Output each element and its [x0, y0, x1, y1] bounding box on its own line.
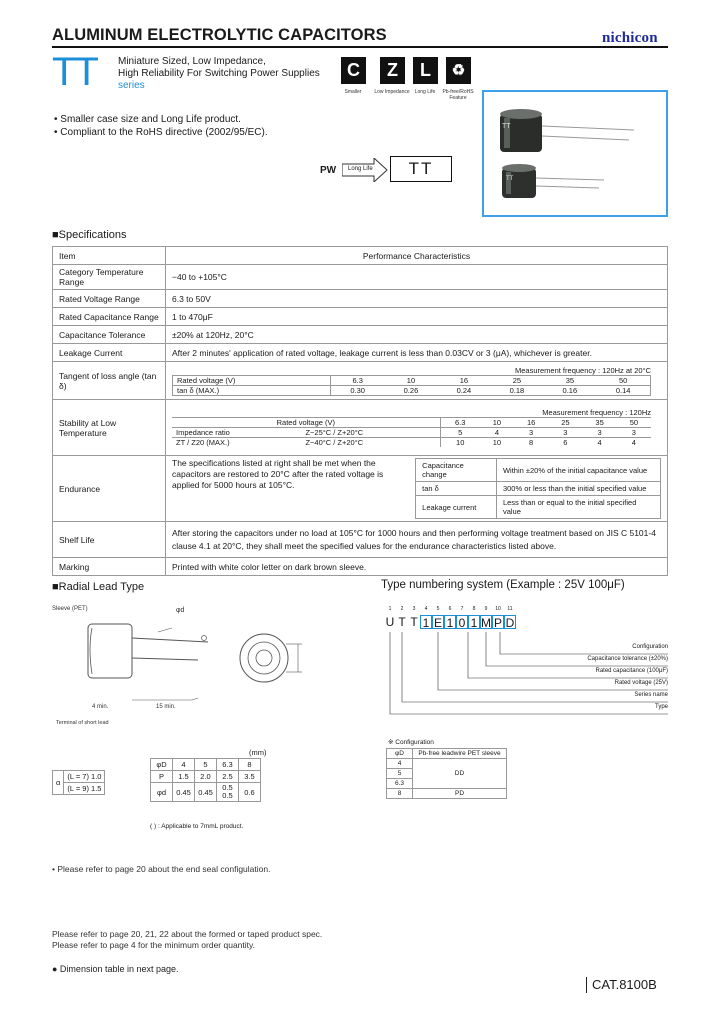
endurance-text: The specifications listed at right shall be met when the capacitors are restored to 20°C after the rated voltage is applied for 5000 hours at 105°C. — [172, 458, 384, 490]
stability-row2-a: ZT / Z20 (MAX.) — [176, 438, 230, 447]
tangent-v6: 50 — [596, 375, 650, 385]
tangent-v2: 10 — [384, 375, 437, 385]
feature-bullet-1: • Smaller case size and Long Life product. — [54, 114, 241, 125]
tn-char-9: M — [481, 616, 491, 630]
tn-num-9: 9 — [484, 606, 488, 612]
spec-item-leakage: Leakage Current — [53, 344, 166, 362]
tn-num-7: 7 — [460, 606, 464, 612]
stability-v4: 25 — [548, 418, 582, 428]
lineage-arrow-label: Long Life — [348, 166, 373, 172]
capacitor-photo — [484, 92, 666, 215]
stability-note: Measurement frequency : 120Hz — [542, 408, 651, 417]
config-r4-d: 8 — [387, 789, 413, 799]
dim-d3: 0.5 — [222, 791, 233, 800]
tangent-t1: 0.30 — [330, 385, 384, 395]
endurance-k2: tan δ — [416, 482, 497, 496]
stability-v5: 35 — [582, 418, 616, 428]
alpha-symbol: α — [53, 771, 64, 795]
tangent-t5: 0.16 — [543, 385, 596, 395]
tn-label-capacitance: Rated capacitance (100μF) — [595, 668, 668, 674]
dim-h0: φD — [151, 759, 173, 771]
tn-char-1: U — [385, 615, 395, 629]
lead-length2-label: 4 min. — [92, 704, 109, 710]
tn-num-8: 8 — [472, 606, 476, 612]
dim-d2: 0.45 — [195, 783, 217, 802]
spec-heading: ■Specifications — [52, 229, 127, 241]
dim-p3: 2.5 — [217, 771, 239, 783]
dim-p0: P — [151, 771, 173, 783]
spec-item-endurance: Endurance — [53, 456, 166, 522]
stability-header-label: Rated voltage (V) — [172, 418, 440, 428]
spec-col-item: Item — [53, 247, 166, 265]
radial-drawing — [52, 598, 352, 738]
config-dd: DD — [413, 759, 507, 789]
endurance-v1: Within ±20% of the initial capacitance value — [496, 459, 660, 482]
dim-p1: 1.5 — [173, 771, 195, 783]
note-order: Please refer to page 4 for the minimum order quantity. — [52, 940, 255, 950]
tn-char-5: E — [433, 616, 442, 630]
radial-heading: ■Radial Lead Type — [52, 581, 145, 593]
tn-char-2: T — [398, 615, 406, 629]
tangent-t4: 0.18 — [490, 385, 543, 395]
config-table — [386, 748, 507, 799]
dim-d4: 0.6 — [239, 783, 261, 802]
spec-item-tangent: Tangent of loss angle (tan δ) — [53, 362, 166, 400]
spec-val-tolerance: ±20% at 120Hz, 20°C — [166, 326, 668, 344]
spec-item-shelf: Shelf Life — [53, 522, 166, 558]
tn-label-config: Configuration — [632, 644, 668, 650]
tn-label-type: Type — [654, 704, 668, 710]
stability-r1-6: 3 — [617, 428, 651, 438]
page-title: ALUMINUM ELECTROLYTIC CAPACITORS — [52, 26, 387, 44]
tn-num-6: 6 — [448, 606, 452, 612]
long-life-badge-label: Long Life — [414, 89, 436, 95]
series-subtitle-1: Miniature Sized, Low Impedance, — [118, 56, 266, 67]
note-formed: Please refer to page 20, 21, 22 about the formed or taped product spec. — [52, 929, 323, 939]
series-subtitle-2: High Reliability For Switching Power Supplies — [118, 68, 320, 79]
stability-v2: 10 — [480, 418, 514, 428]
stability-v1: 6.3 — [440, 418, 480, 428]
spec-val-leakage: After 2 minutes' application of rated voltage, leakage current is less than 0.03CV or 3 (μA), whichever is greater. — [166, 344, 668, 362]
stability-r1-4: 3 — [548, 428, 582, 438]
spec-heading-text: Specifications — [58, 229, 127, 241]
stability-r1-1: 5 — [440, 428, 480, 438]
endurance-k3: Leakage current — [416, 496, 497, 519]
spec-val-marking: Printed with white color letter on dark brown sleeve. — [166, 558, 668, 576]
long-life-badge: L — [413, 57, 438, 84]
dim-note: ( ) : Applicable to 7mmL product. — [150, 823, 244, 830]
dim-p2: 2.0 — [195, 771, 217, 783]
radial-heading-text: Radial Lead Type — [58, 581, 145, 593]
spec-item-capacitance: Rated Capacitance Range — [53, 308, 166, 326]
dim-h1: 4 — [173, 759, 195, 771]
stability-row1-b: Z−25°C / Z+20°C — [301, 428, 440, 438]
dimension-table — [150, 758, 261, 802]
spec-val-capacitance: 1 to 470μF — [166, 308, 668, 326]
stability-r1-2: 4 — [480, 428, 514, 438]
header-rule — [52, 46, 668, 48]
series-code: TT — [52, 50, 97, 94]
stability-table — [172, 417, 651, 447]
lineage-to: TT — [390, 156, 452, 182]
phi-d-label: φd — [176, 607, 185, 614]
feature-text-1: Smaller case size and Long Life product. — [60, 114, 241, 125]
stability-r2-5: 4 — [597, 438, 602, 447]
stability-r1-3: 3 — [514, 428, 548, 438]
tn-num-4: 4 — [424, 606, 428, 612]
dim-p4: 3.5 — [239, 771, 261, 783]
spec-col-perf: Performance Characteristics — [166, 247, 668, 265]
tangent-v5: 35 — [543, 375, 596, 385]
feature-text-2: Compliant to the RoHS directive (2002/95/EC). — [60, 127, 268, 138]
dim-unit: (mm) — [249, 748, 267, 757]
tn-char-11: D — [505, 616, 515, 630]
config-h0: φD — [387, 749, 413, 759]
tangent-t2: 0.26 — [384, 385, 437, 395]
spec-val-temp: −40 to +105°C — [166, 265, 668, 290]
note-dimension: ● Dimension table in next page. — [52, 964, 179, 974]
config-r2-d: 5 — [387, 769, 413, 779]
tn-num-2: 2 — [400, 606, 404, 612]
tn-char-7: 0 — [456, 615, 468, 629]
endurance-v2: 300% or less than the initial specified value — [496, 482, 660, 496]
product-photo — [482, 90, 668, 217]
dim-h2: 5 — [195, 759, 217, 771]
stability-r2-2: 10 — [492, 438, 502, 447]
spec-item-temp: Category Temperature Range — [53, 265, 166, 290]
stability-r1-5: 3 — [582, 428, 616, 438]
low-impedance-badge: Z — [380, 57, 405, 84]
tn-label-series: Series name — [634, 692, 668, 698]
stability-v6: 50 — [617, 418, 651, 428]
tn-num-3: 3 — [412, 606, 416, 612]
config-title: ※ Configuration — [388, 739, 434, 746]
tn-num-10: 10 — [495, 606, 501, 612]
tn-num-11: 11 — [507, 606, 513, 612]
config-h1: Pb-free leadwire PET sleeve — [413, 749, 507, 759]
spec-item-stability: Stability at Low Temperature — [53, 400, 166, 456]
endurance-v3: Less than or equal to the initial specified value — [496, 496, 660, 519]
tn-num-5: 5 — [436, 606, 440, 612]
tn-char-10: P — [493, 616, 502, 630]
terminal-label: Terminal of short lead — [56, 720, 109, 726]
stability-r2-6: 4 — [631, 438, 636, 447]
spec-val-voltage: 6.3 to 50V — [166, 290, 668, 308]
spec-item-voltage: Rated Voltage Range — [53, 290, 166, 308]
alpha-row2: (L = 9) 1.5 — [64, 783, 105, 795]
spec-item-marking: Marking — [53, 558, 166, 576]
stability-row2-b: Z−40°C / Z+20°C — [301, 438, 440, 448]
tangent-t3: 0.24 — [437, 385, 490, 395]
config-r3-d: 6.3 — [387, 779, 413, 789]
alpha-row1: (L = 7) 1.0 — [64, 771, 105, 783]
tn-char-6: 1 — [444, 615, 456, 629]
smaller-badge-label: Smaller — [344, 89, 362, 95]
spec-val-shelf: After storing the capacitors under no load at 105°C for 1000 hours and then performing voltage treatment based on JIS C 5101-4 clause 4.1 at 20°C, they shall meet the specified values for the endurance characteristics listed above. — [166, 522, 668, 558]
spec-table — [52, 246, 668, 576]
spec-item-tolerance: Capacitance Tolerance — [53, 326, 166, 344]
cap1-label: TT — [502, 123, 511, 130]
stability-r2-1: 10 — [456, 438, 465, 447]
stability-r2-4: 6 — [563, 438, 568, 447]
dim-p-extra: 0.5 — [222, 783, 233, 792]
tn-char-8: 1 — [468, 615, 480, 629]
lead-length-label: 15 min. — [156, 704, 176, 710]
tangent-v3: 16 — [437, 375, 490, 385]
smaller-badge: C — [341, 57, 366, 84]
dim-h4: 8 — [239, 759, 261, 771]
stability-v3: 16 — [514, 418, 548, 428]
type-numbering-heading: Type numbering system (Example : 25V 100μF) — [381, 579, 625, 591]
config-pd: PD — [413, 789, 507, 799]
feature-bullet-2: • Compliant to the RoHS directive (2002/95/EC). — [54, 127, 268, 138]
lineage-from: PW — [320, 165, 337, 176]
config-r1-d: 4 — [387, 759, 413, 769]
tn-label-voltage: Rated voltage (25V) — [614, 680, 668, 686]
low-impedance-badge-label: Low Impedance — [374, 89, 410, 95]
tn-char-3: T — [410, 615, 418, 629]
note-seal: • Please refer to page 20 about the end seal configulation. — [52, 864, 271, 874]
tangent-note: Measurement frequency : 120Hz at 20°C — [515, 365, 651, 375]
tn-char-4: 1 — [420, 615, 432, 629]
catalog-number: CAT.8100B — [592, 977, 657, 992]
tangent-v4: 25 — [490, 375, 543, 385]
dim-d0: φd — [151, 783, 173, 802]
tn-label-tolerance: Capacitance tolerance (±20%) — [587, 656, 668, 662]
tangent-v1: 6.3 — [330, 375, 384, 385]
tangent-table — [172, 375, 651, 396]
stability-r2-3: 8 — [529, 438, 534, 447]
brand-logo: nichicon — [602, 30, 658, 46]
series-label: series — [118, 80, 145, 91]
tangent-header-label: Rated voltage (V) — [173, 375, 331, 385]
tn-num-1: 1 — [388, 606, 392, 612]
endurance-k1: Capacitance change — [416, 459, 497, 482]
rohs-badge-label: Pb-free/RoHS Feature — [442, 89, 474, 101]
tangent-t6: 0.14 — [596, 385, 650, 395]
tangent-row-label: tan δ (MAX.) — [173, 385, 331, 395]
alpha-table — [52, 770, 105, 795]
rohs-badge: ♻ — [446, 57, 471, 84]
sleeve-label: Sleeve (PET) — [52, 606, 88, 612]
catalog-divider — [586, 977, 587, 993]
stability-row1-a: Impedance ratio — [172, 428, 301, 438]
cap2-label: TT — [506, 176, 514, 182]
dim-d1: 0.45 — [173, 783, 195, 802]
endurance-table — [415, 458, 661, 519]
dim-h3: 6.3 — [217, 759, 239, 771]
